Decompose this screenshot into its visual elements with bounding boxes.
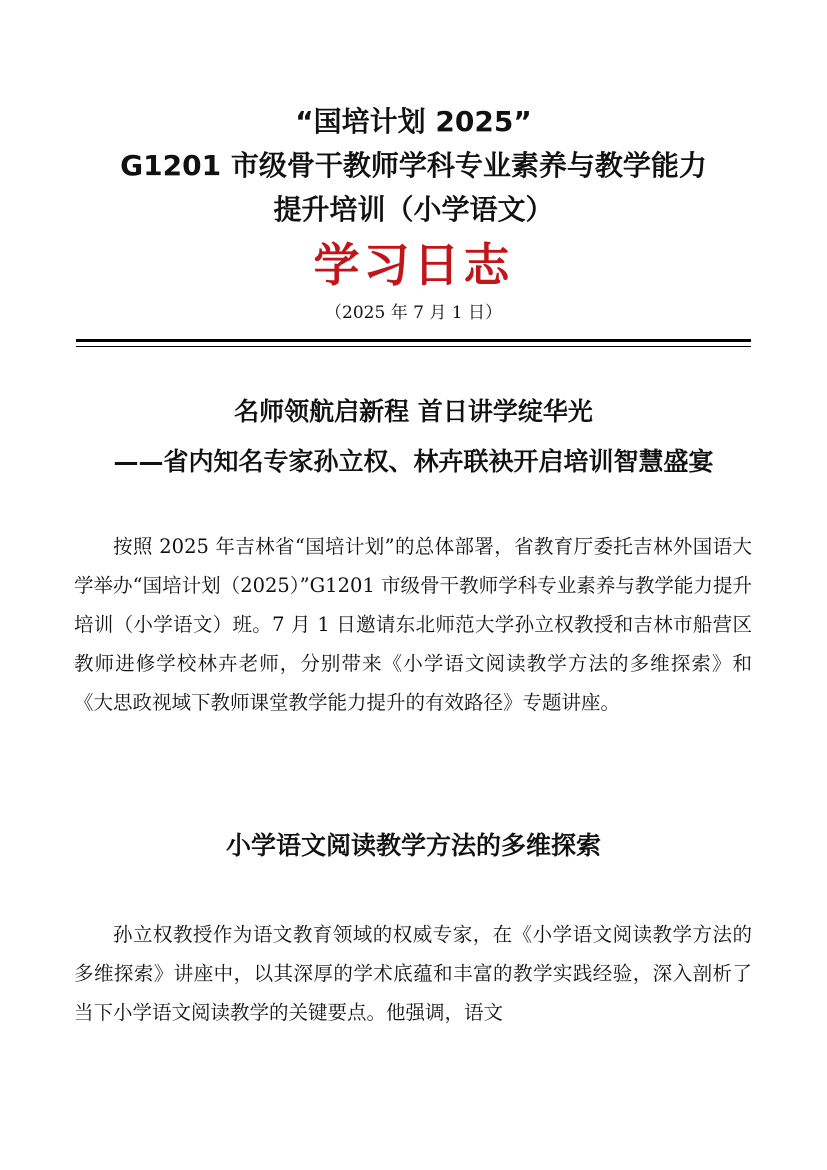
article-heading bbox=[0, 392, 827, 482]
log-date: （2025 年 7 月 1 日） bbox=[325, 303, 502, 323]
program-title: “国培计划 2025” bbox=[295, 105, 532, 138]
section-title: 小学语文阅读教学方法的多维探索 bbox=[225, 831, 601, 860]
document-header bbox=[0, 100, 827, 326]
header-divider bbox=[76, 339, 751, 347]
article-subheadline: ——省内知名专家孙立权、林卉联袂开启培训智慧盛宴 bbox=[113, 447, 714, 476]
program-subtitle: G1201 市级骨干教师学科专业素养与教学能力 bbox=[120, 149, 707, 182]
article-headline: 名师领航启新程 首日讲学绽华光 bbox=[234, 397, 593, 426]
intro-paragraph: 按照 2025 年吉林省“国培计划”的总体部署，省教育厅委托吉林外国语大学举办“国培计划（2025）”G1201 市级骨干教师学科专业素养与教学能力提升培训（小学语文）班。7 月 1 日邀请东北师范大学孙立权教授和吉林市船营区教师进修学校林卉老师，分别带来《小学语文阅读教学方法的多维探索》和《大思政视域下教师课堂教学能力提升的有效路径》专题讲座。 bbox=[74, 535, 752, 714]
body-paragraph: 孙立权教授作为语文教育领域的权威专家，在《小学语文阅读教学方法的多维探索》讲座中，以其深厚的学术底蕴和丰富的教学实践经验，深入剖析了当下小学语文阅读教学的关键要点。他强调，语文 bbox=[74, 923, 752, 1024]
learning-log-title: 学习日志 bbox=[313, 238, 514, 292]
program-subtitle-cont: 提升培训（小学语文） bbox=[273, 193, 554, 226]
